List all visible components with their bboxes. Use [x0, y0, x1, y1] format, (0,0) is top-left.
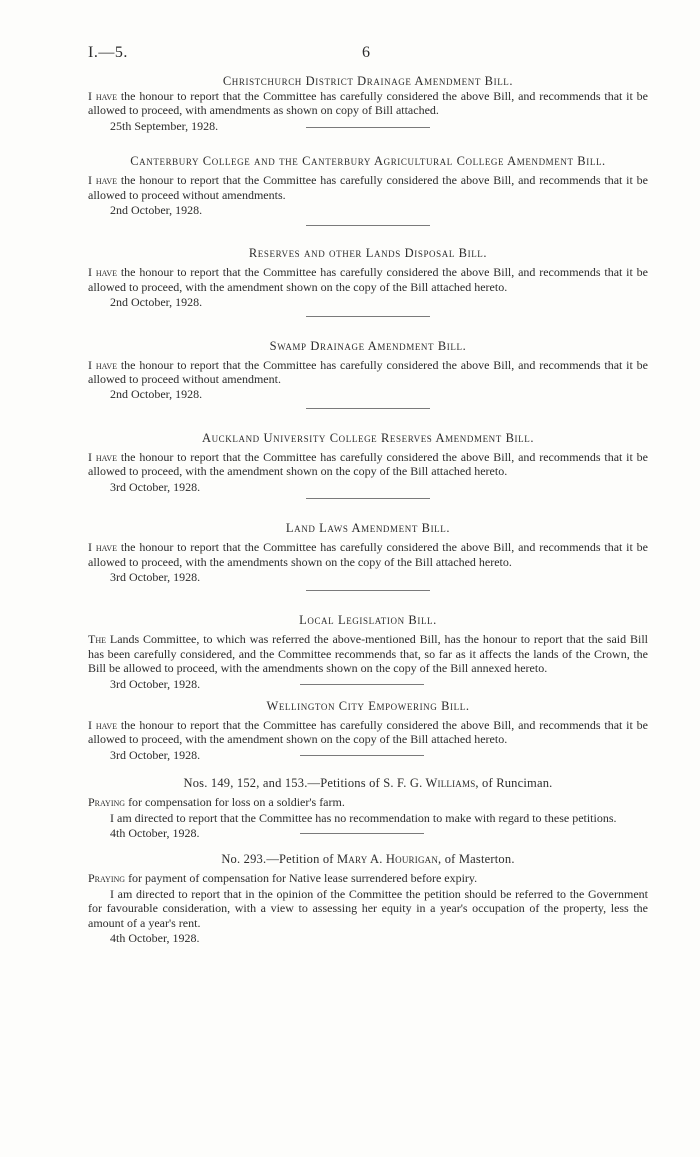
lead-words: I have [88, 265, 118, 280]
report-date: 3rd October, 1928. [110, 569, 201, 584]
page-reference: I.—5. [88, 44, 128, 61]
petition-heading [88, 776, 648, 790]
section-divider [306, 498, 430, 499]
petition-heading [88, 852, 648, 866]
section-divider [306, 316, 430, 317]
body-text: for compensation for loss on a soldier's farm. [125, 795, 345, 810]
heading-prefix: Nos. 149, 152, and 153.—Petitions of [183, 776, 384, 791]
heading-suffix: , of Masterton. [438, 852, 515, 867]
section-body [88, 173, 648, 202]
petitioner-name: Mary A. Hourigan [336, 852, 439, 867]
section-body [88, 540, 648, 569]
report-wellington-city [88, 699, 648, 762]
section-divider [306, 590, 430, 591]
report-date: 2nd October, 1928. [110, 203, 203, 218]
section-divider [306, 127, 430, 128]
section-divider [300, 755, 424, 756]
body-text: the honour to report that the Committee has carefully considered the above Bill, and recommends that it be allowed to proceed, with the amendment shown on the copy of the Bill attached hereto. [88, 717, 648, 747]
report-date: 4th October, 1928. [110, 931, 200, 945]
report-land-laws [88, 521, 648, 591]
lead-words: Praying [88, 871, 126, 886]
section-body [88, 795, 648, 809]
body-text: the honour to report that the Committee has carefully considered the above Bill, and recommends that it be allowed to proceed, with amendments as shown on copy of Bill attached. [88, 89, 648, 118]
report-christchurch-drainage [88, 74, 648, 133]
section-heading: Swamp Drainage Amendment Bill. [269, 338, 467, 353]
report-swamp-drainage [88, 339, 648, 409]
petition-williams [88, 776, 648, 840]
section-body [88, 450, 648, 479]
section-body [88, 358, 648, 387]
body-text: the honour to report that the Committee has carefully considered the above Bill, and recommends that it be allowed to proceed without amendment. [88, 357, 648, 387]
report-local-legislation [88, 613, 648, 691]
lead-words: Praying [88, 795, 126, 810]
section-divider [300, 833, 424, 834]
section-body [88, 265, 648, 294]
body-text: Lands Committee, to which was referred the above-mentioned Bill, has the honour to report that the said Bill has been carefully considered, and the Committee recommends that, so far as it affects the lands of the Crown, the Bill be allowed to proceed, with the amendments shown on the copy of the Bill annexed hereto. [88, 632, 648, 676]
section-body [88, 871, 648, 885]
section-heading: Reserves and other Lands Disposal Bill. [248, 246, 488, 261]
heading-suffix: , of Runciman. [475, 776, 553, 791]
body-text: the honour to report that the Committee has carefully considered the above Bill, and recommends that it be allowed to proceed without amendments. [88, 173, 648, 202]
date-line [88, 826, 648, 840]
committee-finding: I am directed to report that the Committee has no recommendation to make with regard to these petitions. [110, 810, 617, 825]
section-heading: Wellington City Empowering Bill. [266, 698, 470, 713]
body-text: the honour to report that the Committee has carefully considered the above Bill, and recommends that it be allowed to proceed, with the amendments shown on the copy of the Bill attached hereto. [88, 540, 648, 569]
report-date: 2nd October, 1928. [110, 387, 203, 402]
document-body [88, 74, 648, 945]
report-date: 2nd October, 1928. [110, 295, 203, 310]
section-heading: Auckland University College Reserves Amendment Bill. [201, 430, 535, 445]
section-divider [306, 225, 430, 226]
body-text: the honour to report that the Committee has carefully considered the above Bill, and recommends that it be allowed to proceed, with the amendment shown on the copy of the Bill attached hereto. [88, 449, 648, 479]
date-line [88, 677, 648, 691]
petition-hourigan [88, 852, 648, 945]
section-heading: Local Legislation Bill. [299, 613, 437, 628]
page-number: 6 [362, 44, 370, 61]
page-header [88, 44, 388, 66]
report-date: 3rd October, 1928. [110, 479, 201, 494]
date-line [88, 748, 648, 762]
report-date: 25th September, 1928. [110, 118, 219, 133]
section-heading: Christchurch District Drainage Amendment Bill. [222, 74, 514, 88]
lead-words: I have [88, 449, 118, 464]
lead-words: I have [88, 173, 118, 188]
section-divider [306, 408, 430, 409]
lead-words: I have [88, 717, 118, 732]
report-auckland-university [88, 431, 648, 499]
petitioner-name: S. F. G. Williams [383, 776, 476, 791]
lead-words: I have [88, 540, 118, 555]
report-date: 4th October, 1928. [110, 825, 200, 840]
committee-finding: I am directed to report that in the opinion of the Committee the petition should be referred to the Government for favourable consideration, with a view to assessing her equity in a year's occupation of the property, less the amount of a year's rent. [88, 886, 648, 930]
heading-prefix: No. 293.—Petition of [221, 852, 337, 867]
body-text: the honour to report that the Committee has carefully considered the above Bill, and recommends that it be allowed to proceed, with the amendment shown on the copy of the Bill attached hereto. [88, 265, 648, 294]
report-date: 3rd October, 1928. [110, 747, 201, 762]
lead-words: The [88, 632, 106, 647]
section-heading: Land Laws Amendment Bill. [285, 521, 451, 536]
section-divider [300, 684, 424, 685]
report-reserves-lands-disposal [88, 246, 648, 316]
section-heading: Canterbury College and the Canterbury Agricultural College Amendment Bill. [130, 154, 606, 169]
lead-words: I have [88, 89, 118, 103]
body-text: for payment of compensation for Native lease surrendered before expiry. [125, 871, 478, 886]
report-date: 3rd October, 1928. [110, 676, 201, 691]
lead-words: I have [88, 357, 118, 372]
section-body [88, 89, 648, 118]
section-body [88, 718, 648, 747]
section-body [88, 632, 648, 675]
report-canterbury-college [88, 154, 648, 226]
